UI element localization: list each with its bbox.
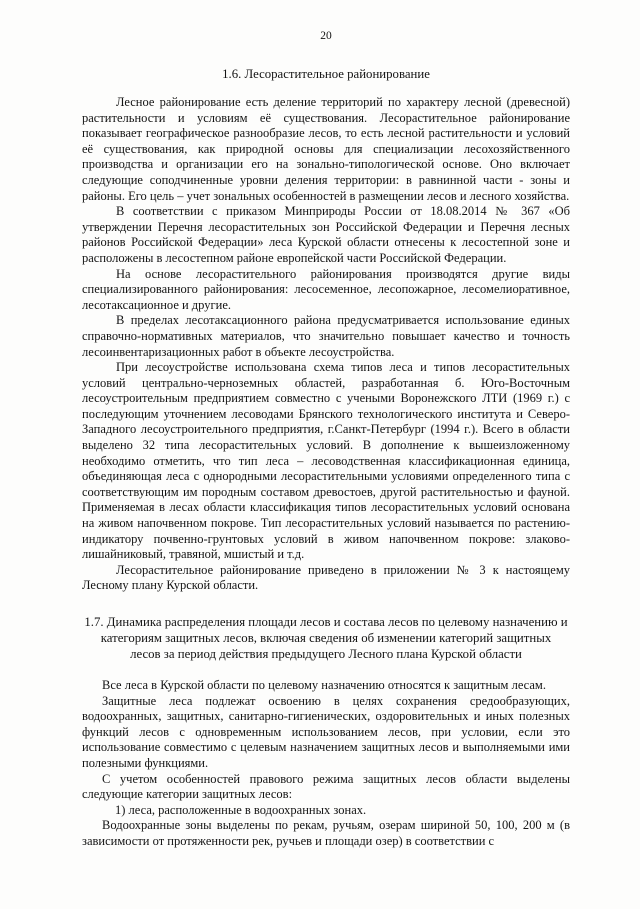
paragraph: Лесорастительное районирование приведено в приложении № 3 к настоящему Лесному плану Курской области.: [82, 562, 570, 593]
paragraph: Защитные леса подлежат освоению в целях сохранения средообразующих, водоохранных, защитных, санитарно-гигиенических, оздоровительных и иных полезных функций лесов с одновременным использованием лесов, при условии, если это использование совместимо с целевым назначением защитных лесов и выполняемыми ими полезными функциями.: [82, 693, 570, 770]
paragraph: В соответствии с приказом Минприроды России от 18.08.2014 № 367 «Об утверждении Перечня лесорастительных зон Российской Федерации и Перечня лесных районов Российской Федерации» леса Курской области отнесены к лесостепной зоне и расположены в лесостепном районе европейской части Российской Федерации.: [82, 204, 570, 265]
heading-line: лесов за период действия предыдущего Лесного плана Курской области: [130, 647, 522, 661]
paragraph: В пределах лесотаксационного района предусматривается использование единых справочно-нормативных материалов, что значительно повышает качество и точность лесоинвентаризационных работ в объекте лесоустройства.: [82, 313, 570, 359]
paragraph: Лесное районирование есть деление территорий по характеру лесной (древесной) растительности и условиям её существования. Лесорастительное районирование показывает географическое разнообразие лесов, то есть лесной растительности и условий её существования, как природной основы для специализации лесохозяйственного производства и организации его на зонально-типологической основе. Оно включает следующие соподчиненные уровни деления территории: в равнинной части - зоны и районы. Его цель – учет зональных особенностей в размещении лесов и лесного хозяйства.: [82, 95, 570, 203]
heading-line: 1.7. Динамика распределения площади лесов и состава лесов по целевому назначению и: [84, 615, 568, 629]
heading-line: категориям защитных лесов, включая сведения об изменении категорий защитных: [100, 631, 552, 645]
paragraph: На основе лесорастительного районирования производятся другие виды специализированного районирования: лесосеменное, лесопожарное, лесомелиоративное, лесотаксационное и другие.: [82, 266, 570, 312]
section-heading-1-7: [82, 614, 570, 662]
paragraph: При лесоустройстве использована схема типов леса и типов лесорастительных условий центрально-черноземных областей, разработанная б. Юго-Восточным лесоустроительным предприятием совместно с учеными Воронежского ЛТИ (1969 г.) с последующим уточнением лесоводами Брянского технологического института и Северо-Западного лесоустроительного предприятия, г.Санкт-Петербург (1994 г.). Всего в области выделено 32 типа лесорастительных условий. В дополнение к вышеизложенному необходимо отметить, что тип леса – лесоводственная классификационная единица, объединяющая леса с однородными лесорастительными условиями определенного типа с соответствующим им породным составом древостоев, другой растительностью и фауной. Применяемая в лесах области классификация типов лесорастительных условий основана на живом напочвенном покрове. Тип лесорастительных условий называется по растению-индикатору почвенно-грунтовых условий в живом напочвенном покрове: злаково-лишайниковый, травяной, мшистый и т.д.: [82, 360, 570, 562]
section-heading-1-6: 1.6. Лесорастительное районирование: [222, 67, 430, 81]
paragraph: Водоохранные зоны выделены по рекам, ручьям, озерам шириной 50, 100, 200 м (в зависимости от протяженности рек, ручьев и площади озер) в соответствии с: [82, 818, 570, 848]
section-1-6-body: [82, 95, 570, 594]
section-1-7-body: [82, 678, 570, 850]
page-number: 20: [320, 30, 332, 42]
paragraph: С учетом особенностей правового режима защитных лесов области выделены следующие категории защитных лесов:: [82, 771, 570, 802]
paragraph: Все леса в Курской области по целевому назначению относятся к защитным лесам.: [102, 678, 546, 692]
list-item: 1) леса, расположенные в водоохранных зонах.: [115, 802, 367, 817]
